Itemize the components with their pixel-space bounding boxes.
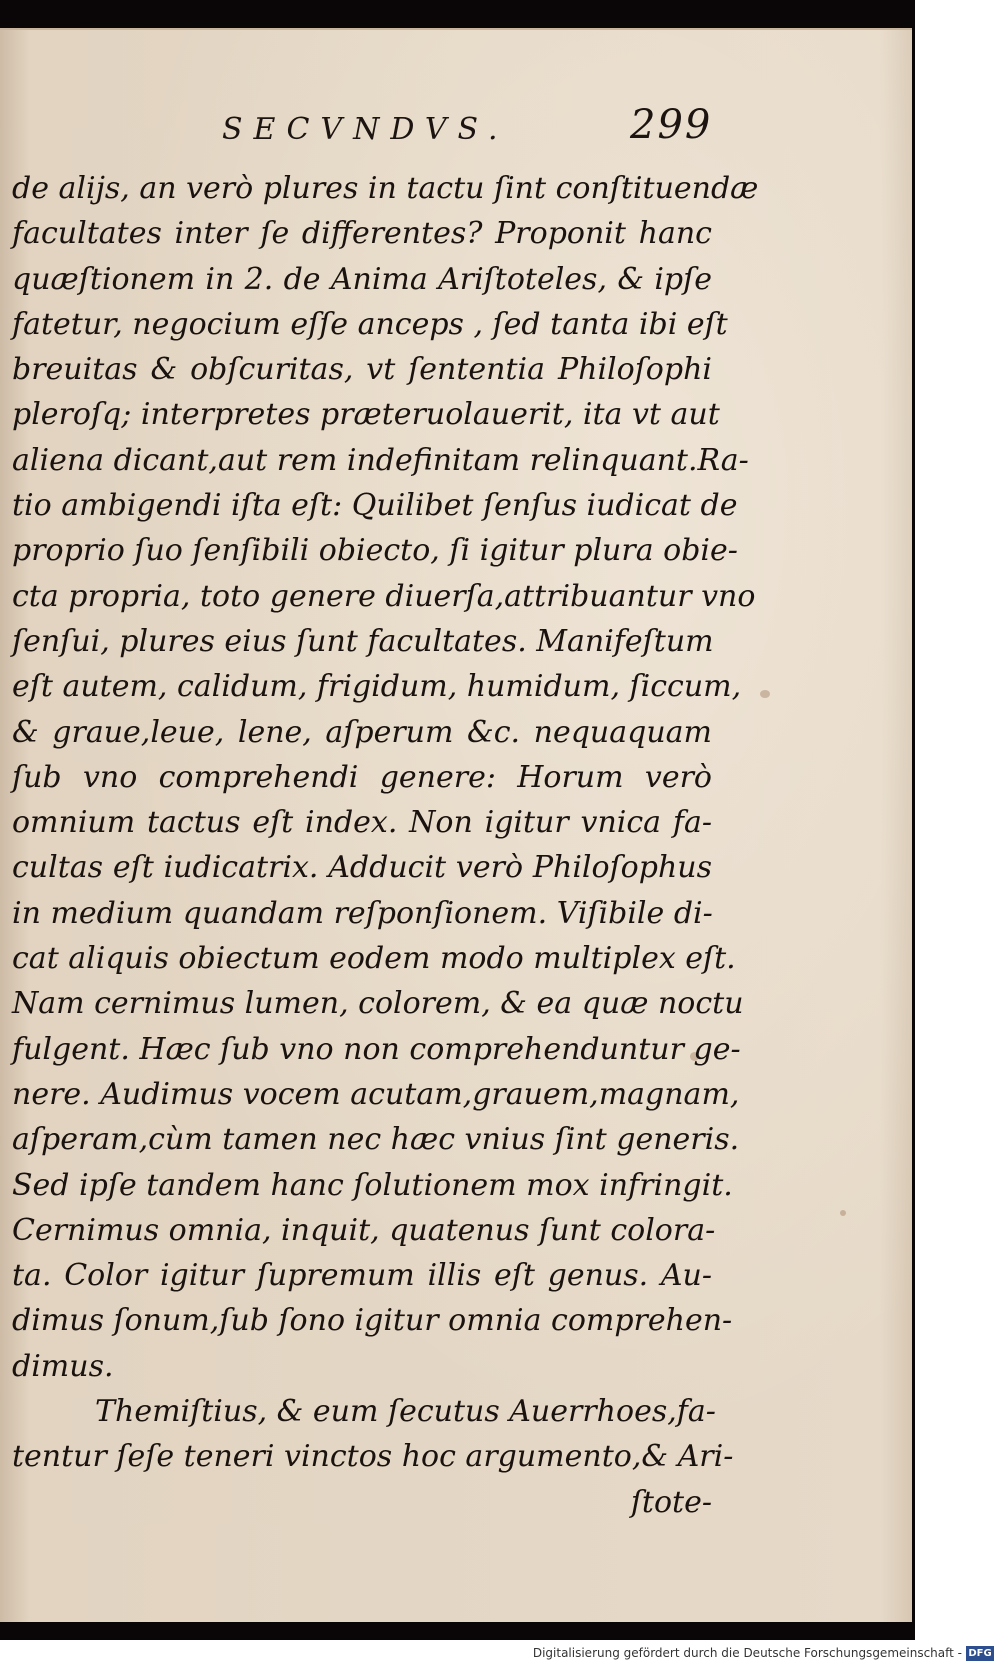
text-line: tentur ſeſe teneri vinctos hoc argumento,& Ari- xyxy=(12,1439,734,1475)
text-line: quæſtionem in 2. de Anima Ariſtoteles, & ipſe xyxy=(12,261,712,297)
scan-background xyxy=(915,0,1000,1640)
text-line: omnium tactus eſt index. Non igitur vnica fa- xyxy=(12,805,712,841)
funding-credit: Digitalisierung gefördert durch die Deutsche Forschungsgemeinschaft - xyxy=(532,1646,962,1660)
text-line: Cernimus omnia, inquit, quatenus ſunt colora- xyxy=(12,1212,716,1248)
text-line: ſenſui, plures eius ſunt facultates. Manifeſtum xyxy=(12,623,714,659)
text-line: tio ambigendi iſta eſt: Quilibet ſenſus iudicat de xyxy=(12,488,738,524)
text-line: ta. Color igitur ſupremum illis eſt genus. Au- xyxy=(12,1258,712,1294)
text-line: Themiſtius, & eum ſecutus Auerrhoes,fa- xyxy=(95,1394,716,1430)
paper-stain xyxy=(840,1210,846,1216)
digitization-footer xyxy=(0,1644,1000,1665)
text-line: de alijs, an verò plures in tactu ſint conſtituendæ xyxy=(12,171,759,206)
running-head: SECVNDVS. xyxy=(222,112,509,147)
text-line: nere. Audimus vocem acutam,grauem,magnam, xyxy=(12,1076,740,1112)
book-page xyxy=(0,28,912,1622)
dfg-logo: DFG xyxy=(966,1646,994,1661)
page-header xyxy=(0,92,912,148)
body-text xyxy=(12,166,759,1525)
text-line: ſub vno comprehendi genere: Horum verò xyxy=(12,759,712,795)
text-line: Sed ipſe tandem hanc ſolutionem mox infringit. xyxy=(12,1167,733,1203)
text-line: dimus. xyxy=(12,1348,114,1384)
text-line: fulgent. Hæc ſub vno non comprehenduntur ge- xyxy=(12,1031,741,1067)
text-line: cat aliquis obiectum eodem modo multiplex eſt. xyxy=(12,941,736,977)
text-line: cultas eſt iudicatrix. Adducit verò Philoſophus xyxy=(12,850,712,886)
text-line: aſperam,cùm tamen nec hæc vnius ſint generis. xyxy=(12,1122,740,1158)
text-line: fatetur, negocium eſſe anceps , ſed tanta ibi eſt xyxy=(12,306,728,342)
catchword: ſtote- xyxy=(630,1484,712,1520)
text-line: & graue,leue, lene, aſperum &c. nequaquam xyxy=(12,714,712,750)
text-line: aliena dicant,aut rem indefinitam relinquant.Ra- xyxy=(12,442,749,478)
text-line: facultates inter ſe differentes? Proponit hanc xyxy=(12,216,712,252)
text-line: pleroſq; interpretes præteruolauerit, ita vt aut xyxy=(12,397,720,433)
text-line: Nam cernimus lumen, colorem, & ea quæ noctu xyxy=(12,986,744,1022)
text-line: breuitas & obſcuritas, vt ſententia Philoſophi xyxy=(12,352,712,388)
text-line: dimus ſonum,ſub ſono igitur omnia comprehen- xyxy=(12,1303,733,1339)
paper-stain xyxy=(760,690,770,698)
text-line: cta propria, toto genere diuerſa,attribuantur vno xyxy=(12,578,756,614)
text-line: proprio ſuo ſenſibili obiecto, ſi igitur plura obie- xyxy=(12,533,738,569)
text-line: eſt autem, calidum, frigidum, humidum, ſiccum, xyxy=(12,669,742,705)
text-line: in medium quandam reſponſionem. Viſibile di- xyxy=(12,895,713,931)
page-number: 299 xyxy=(630,102,713,148)
